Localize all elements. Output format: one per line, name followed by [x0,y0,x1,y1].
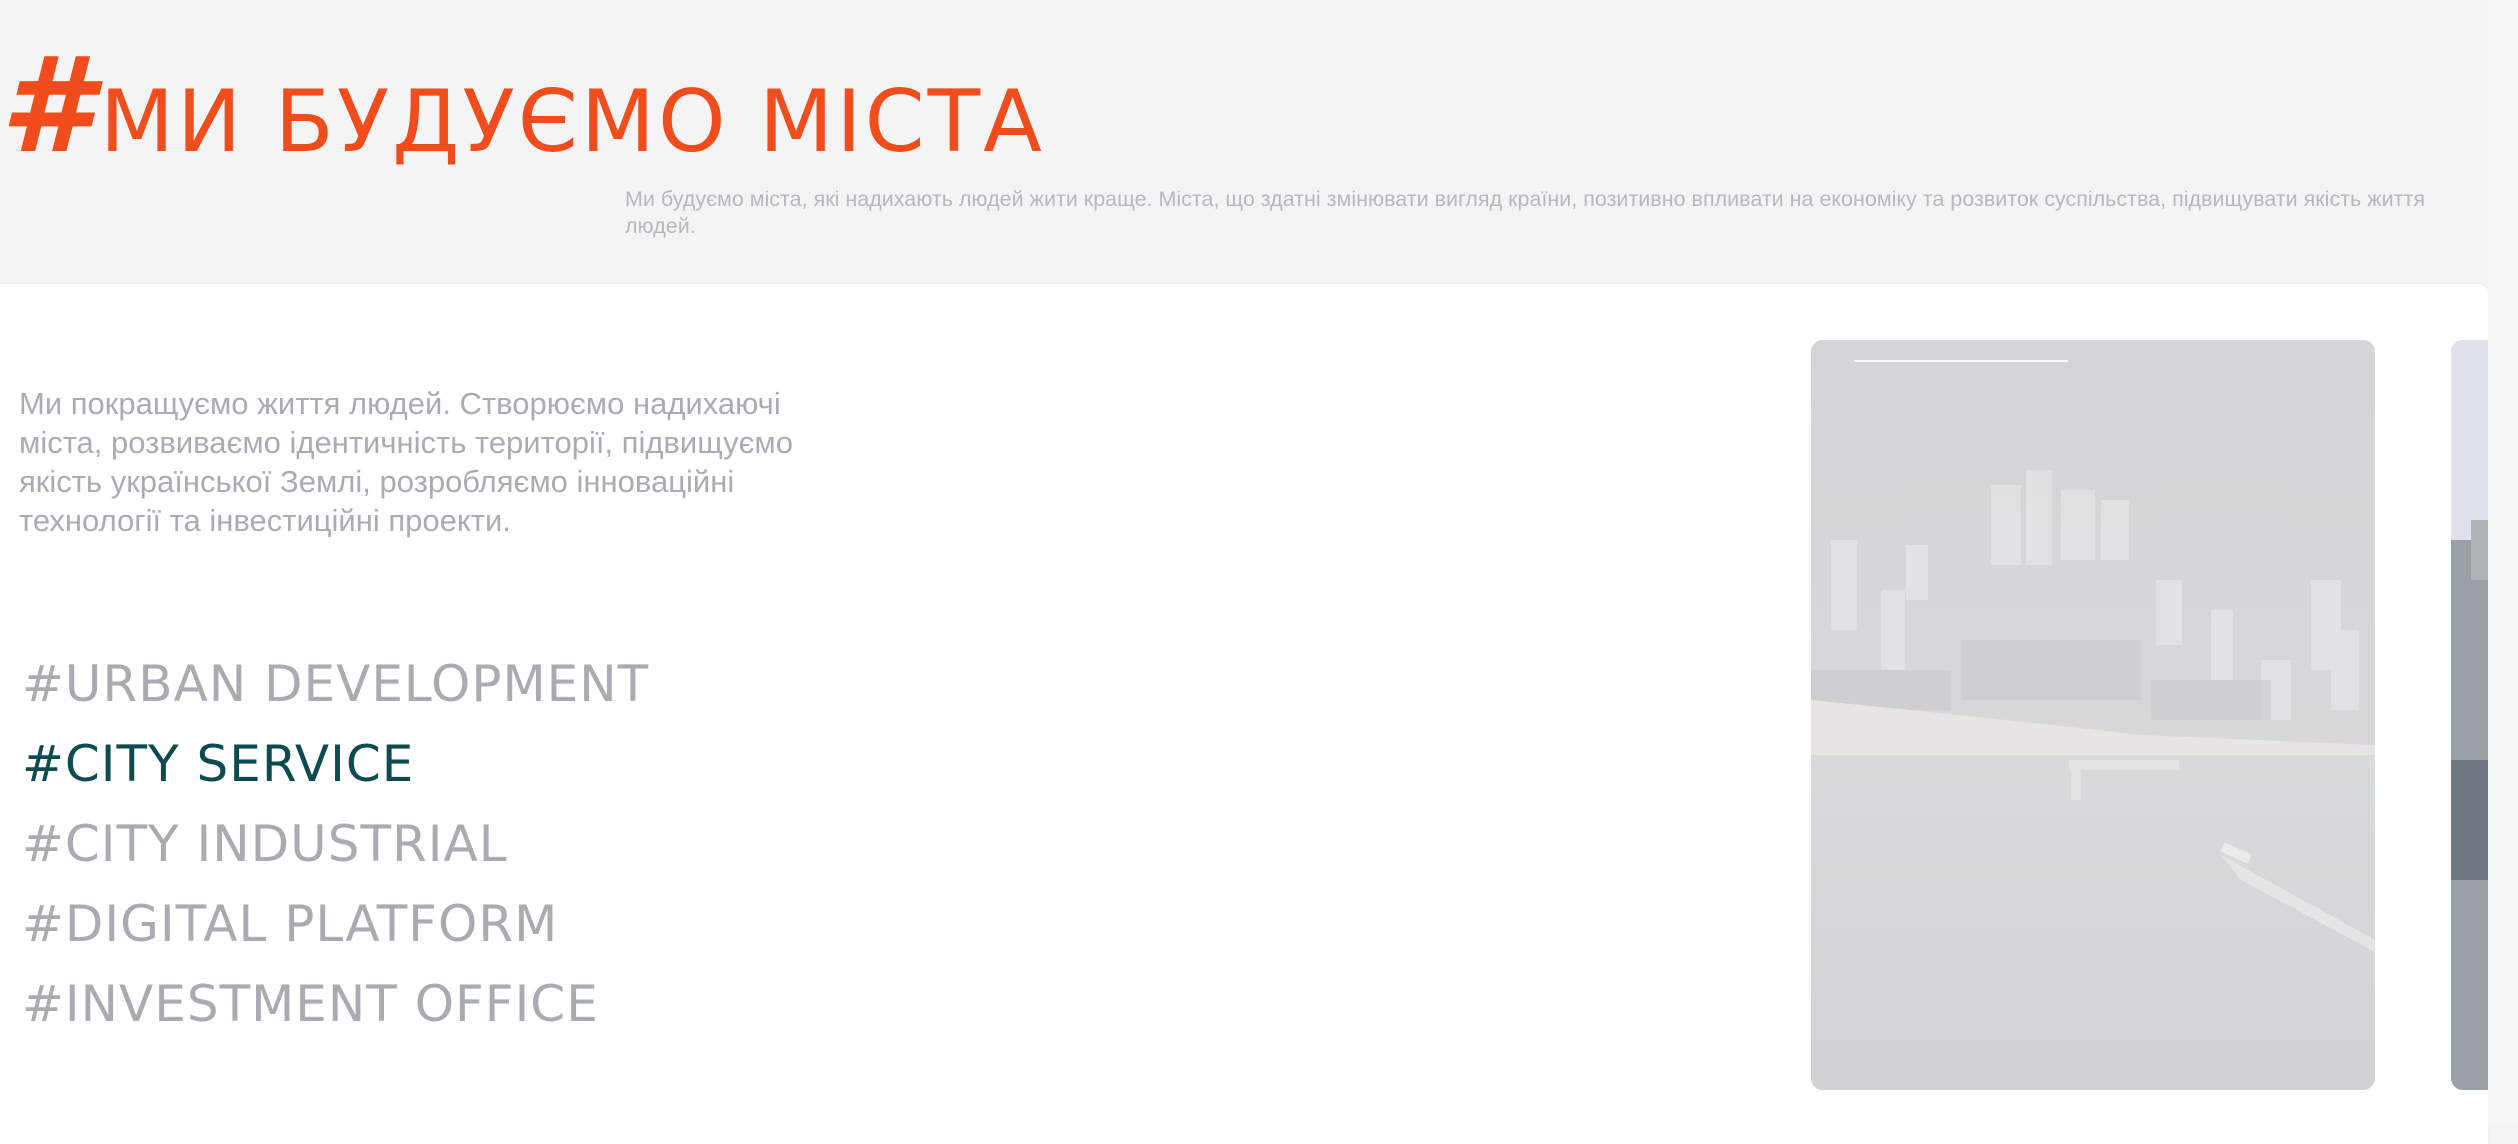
content-card [0,284,2488,1144]
page-scrollbar[interactable] [2488,0,2518,1125]
tab-city-service[interactable]: #CITY SERVICE [22,735,415,793]
slide-progress-bar [1854,360,2068,362]
page-title [0,29,1045,183]
tab-urban-development[interactable]: #URBAN DEVELOPMENT [22,655,650,713]
direction-tabs [22,644,649,1044]
intro-text: Ми покращуємо життя людей. Створюємо надихаючі міста, розвиваємо ідентичність території, підвищуємо якість української Землі, розробляємо інноваційні технології та інвестиційні проекти. [19,386,793,538]
next-slide-peek[interactable] [2451,340,2488,1090]
hash-symbol: # [0,29,92,183]
next-slide-image [2451,340,2488,1090]
tab-investment-office[interactable]: #INVESTMENT OFFICE [22,975,599,1033]
page-subtitle: Ми будуємо міста, які надихають людей жити краще. Міста, що здатні змінювати вигляд країни, позитивно впливати на економіку та розвиток суспільства, підвищувати якість життя людей. [625,187,2425,238]
page-title-text: МИ БУДУЄМО МІСТА [99,72,1045,172]
aerial-city-image [1811,340,2375,1090]
tab-city-industrial[interactable]: #CITY INDUSTRIAL [22,815,508,873]
tab-digital-platform[interactable]: #DIGITAL PLATFORM [22,895,559,953]
city-photo-slide[interactable] [1811,340,2375,1090]
